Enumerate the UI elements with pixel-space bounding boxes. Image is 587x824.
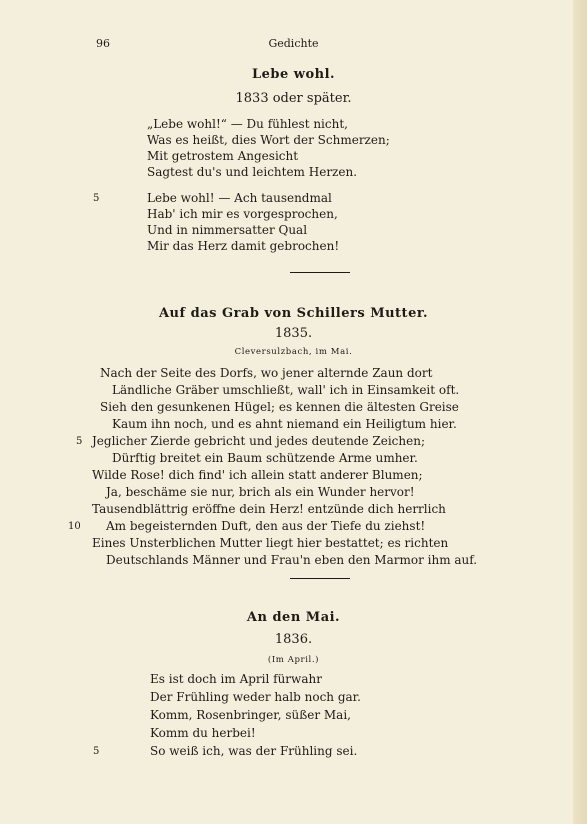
poem-1-year: 1833 oder später. (235, 91, 352, 106)
poem-3-line: Es ist doch im April fürwahr (150, 672, 322, 686)
poem-2-line: Dürftig breitet ein Baum schützende Arme umher. (112, 451, 418, 465)
poem-3-title: An den Mai. (246, 610, 341, 625)
poem-2-line: Jeglicher Zierde gebricht und jedes deutende Zeichen; (92, 434, 425, 448)
poem-2-line-number: 10 (68, 521, 81, 532)
poem-2-line: Nach der Seite des Dorfs, wo jener alternde Zaun dort (100, 366, 433, 380)
poem-3-line-number: 5 (93, 746, 100, 757)
poem-2-line: Deutschlands Männer und Frau'n eben den Marmor ihm auf. (106, 553, 478, 567)
poem-3-line: So weiß ich, was der Frühling sei. (150, 744, 358, 758)
poem-3-subtitle: (Im April.) (267, 655, 320, 665)
running-head: Gedichte (268, 37, 319, 50)
poem-2-subtitle: Cleversulzbach, im Mai. (234, 347, 353, 357)
poem-3-line: Komm du herbei! (150, 726, 256, 740)
poem-1-line: Hab' ich mir es vorgesprochen, (147, 207, 338, 221)
poem-2-line: Ländliche Gräber umschließt, wall' ich in Einsamkeit oft. (112, 383, 460, 397)
poem-1-title: Lebe wohl. (251, 67, 336, 82)
page-number: 96 (96, 37, 110, 50)
poem-2-line: Eines Unsterblichen Mutter liegt hier bestattet; es richten (92, 536, 449, 550)
poem-3-year: 1836. (274, 632, 313, 647)
page-edge (573, 0, 587, 824)
poem-1-line: Lebe wohl! — Ach tausendmal (147, 191, 332, 205)
poem-1-line: Was es heißt, dies Wort der Schmerzen; (147, 133, 390, 147)
poem-2-line: Kaum ihn noch, und es ahnt niemand ein Heiligtum hier. (112, 417, 457, 431)
poem-2-line-number: 5 (76, 436, 83, 447)
poem-1-line: Mit getrostem Angesicht (147, 149, 299, 163)
poem-1-line-number: 5 (93, 193, 100, 204)
poem-2-title: Auf das Grab von Schillers Mutter. (158, 306, 429, 321)
poem-1-line: „Lebe wohl!“ — Du fühlest nicht, (147, 117, 348, 131)
poem-1-line: Mir das Herz damit gebrochen! (147, 239, 340, 253)
poem-2-line: Tausendblättrig eröffne dein Herz! entzünde dich herrlich (92, 502, 446, 516)
section-divider (290, 578, 350, 579)
poem-2-line: Sieh den gesunkenen Hügel; es kennen die ältesten Greise (100, 400, 459, 414)
poem-3-line: Der Frühling weder halb noch gar. (150, 690, 361, 704)
section-divider (290, 272, 350, 273)
poem-1-line: Und in nimmersatter Qual (147, 223, 308, 237)
poem-2-line: Am begeisternden Duft, den aus der Tiefe du ziehst! (106, 519, 426, 533)
poem-2-year: 1835. (274, 326, 313, 341)
poem-2-line: Wilde Rose! dich find' ich allein statt anderer Blumen; (92, 468, 423, 482)
poem-3-line: Komm, Rosenbringer, süßer Mai, (150, 708, 351, 722)
poem-2-line: Ja, beschäme sie nur, brich als ein Wunder hervor! (106, 485, 415, 499)
poem-1-line: Sagtest du's und leichtem Herzen. (147, 165, 358, 179)
